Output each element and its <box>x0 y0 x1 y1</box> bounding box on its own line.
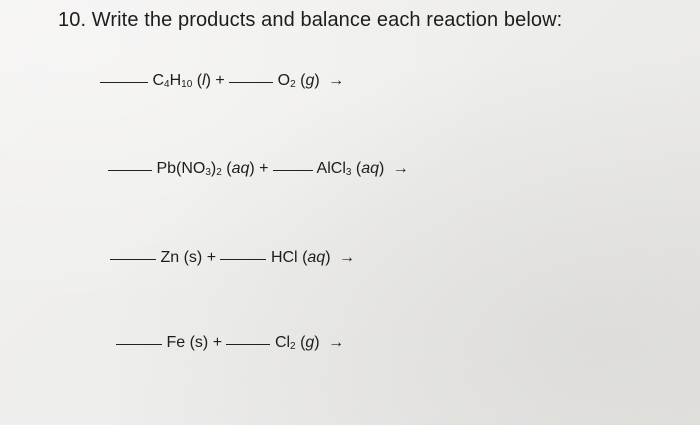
arrow-icon: → <box>392 160 409 177</box>
reactant-2-state: (aq) <box>355 160 385 177</box>
reactant-1-formula: $C_4H_{10}$ <box>152 72 193 90</box>
coefficient-blank[interactable] <box>273 169 313 171</box>
reaction-2 <box>108 160 409 178</box>
question-title: 10. Write the products and balance each reaction below: <box>58 9 563 31</box>
arrow-icon: → <box>338 249 355 266</box>
reactant-1-formula: Fe <box>166 334 186 351</box>
reactant-2-state: (g) <box>300 72 320 89</box>
plus-sign: + <box>212 334 223 351</box>
plus-sign: + <box>206 249 217 266</box>
coefficient-blank[interactable] <box>110 258 156 260</box>
reactant-1-state: (s) <box>189 334 209 351</box>
reactant-2-state: (g) <box>300 334 320 351</box>
reaction-3 <box>110 249 355 267</box>
reactant-1-state: (aq) <box>226 160 255 177</box>
coefficient-blank[interactable] <box>116 343 162 345</box>
coefficient-blank[interactable] <box>100 81 148 83</box>
reactant-2-formula: AlCl$_3$ <box>316 160 352 178</box>
reactant-1-state: (l) <box>196 72 211 89</box>
coefficient-blank[interactable] <box>220 258 266 260</box>
reactant-1-state: (s) <box>183 249 203 266</box>
reactant-1-formula: $Pb(NO_3)_2$ <box>156 160 222 178</box>
reaction-4 <box>116 334 344 352</box>
coefficient-blank[interactable] <box>229 81 273 83</box>
coefficient-blank[interactable] <box>108 169 152 171</box>
reactant-2-formula: $Cl_2$ <box>274 334 296 352</box>
reactant-2-state: (aq) <box>302 249 331 266</box>
arrow-icon: → <box>328 334 345 351</box>
reaction-1 <box>100 72 344 90</box>
plus-sign: + <box>259 160 269 177</box>
coefficient-blank[interactable] <box>226 343 270 345</box>
reactant-2-formula: HCl <box>270 249 298 266</box>
arrow-icon: → <box>328 72 345 89</box>
reactant-2-formula: $O_2$ <box>277 72 296 90</box>
plus-sign: + <box>215 72 225 89</box>
reactant-1-formula: Zn <box>160 249 180 266</box>
